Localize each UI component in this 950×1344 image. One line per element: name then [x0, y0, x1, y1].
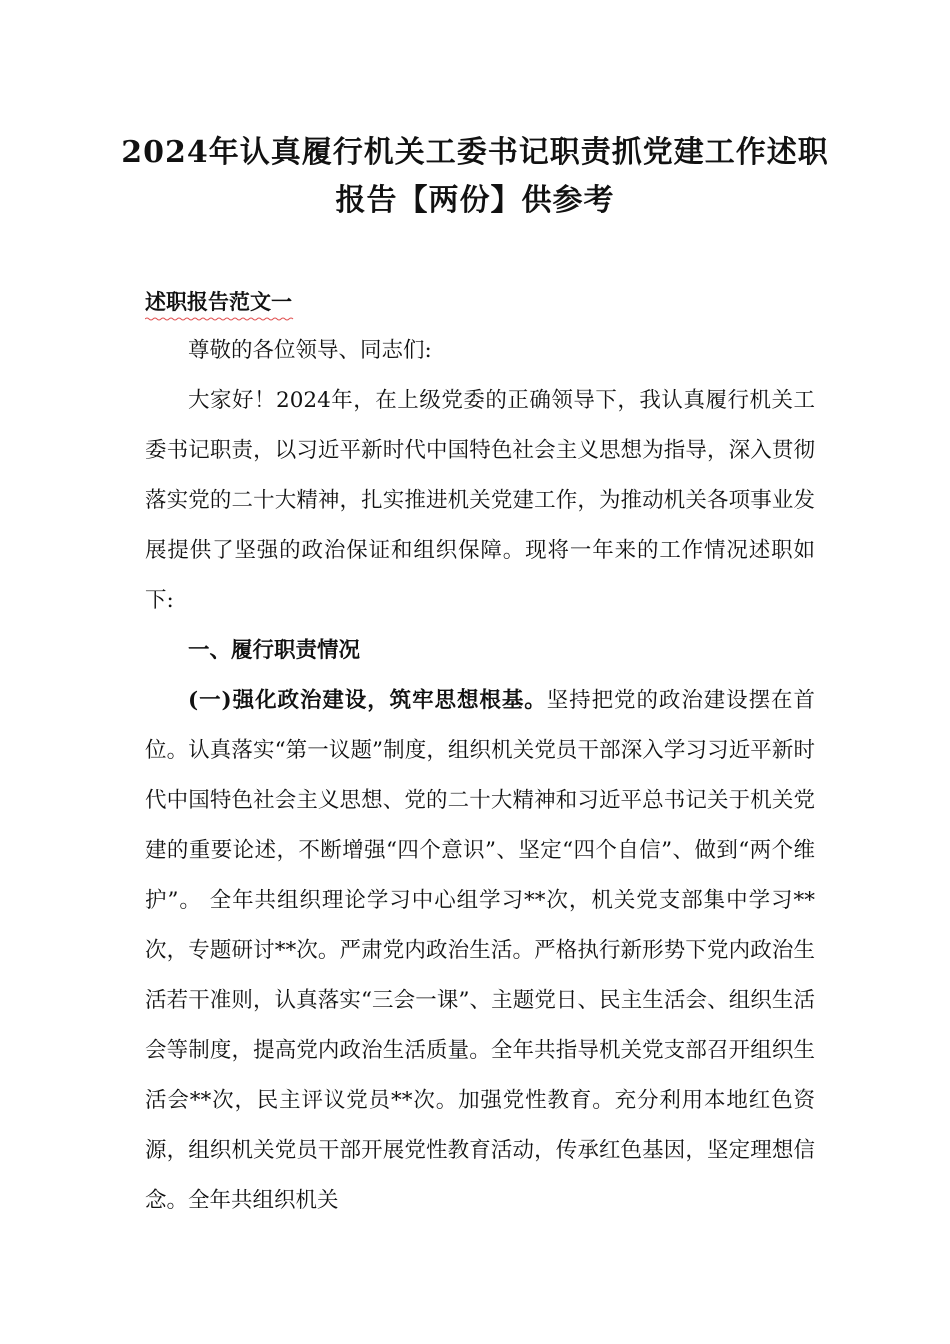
spellcheck-underline: [145, 317, 295, 321]
section-label: [145, 286, 292, 318]
greeting: 尊敬的各位领导、同志们:: [188, 338, 432, 363]
document-body: [145, 326, 815, 1226]
document-title-line-2: 报告【两份】供参考: [335, 183, 615, 218]
item-one-paragraph: [145, 676, 815, 1226]
document-title-line-1: 2024年认真履行机关工委书记职责抓党建工作述职: [121, 135, 829, 170]
heading-one: 一、履行职责情况: [188, 638, 361, 663]
item-one-lead: (一)强化政治建设，筑牢思想根基。: [188, 688, 547, 713]
item-one-text: 坚持把党的政治建设摆在首位。认真落实“第一议题”制度，组织机关党员干部深入学习习近平新时代中国特色社会主义思想、党的二十大精神和习近平总书记关于机关党建的重要论述，不断增强“四个意识”、坚定“四个自信”、做到“两个维护”。 全年共组织理论学习中心组学习**次，机关党支部集中学习**次，专题研讨**次。严肃党内政治生活。严格执行新形势下党内政治生活若干准则，认真落实“三会一课”、主题党日、民主生活会、组织生活会等制度，提高党内政治生活质量。全年共指导机关党支部召开组织生活会**次，民主评议党员**次。加强党性教育。充分利用本地红色资源，组织机关党员干部开展党性教育活动，传承红色基因，坚定理想信念。全年共组织机关: [145, 688, 815, 1213]
section-label-text: 述职报告范文一: [145, 289, 292, 314]
intro-paragraph: 大家好！2024年，在上级党委的正确领导下，我认真履行机关工委书记职责，以习近平新时代中国特色社会主义思想为指导，深入贯彻落实党的二十大精神，扎实推进机关党建工作，为推动机关各项事业发展提供了坚强的政治保证和组织保障。现将一年来的工作情况述职如下:: [145, 388, 815, 613]
